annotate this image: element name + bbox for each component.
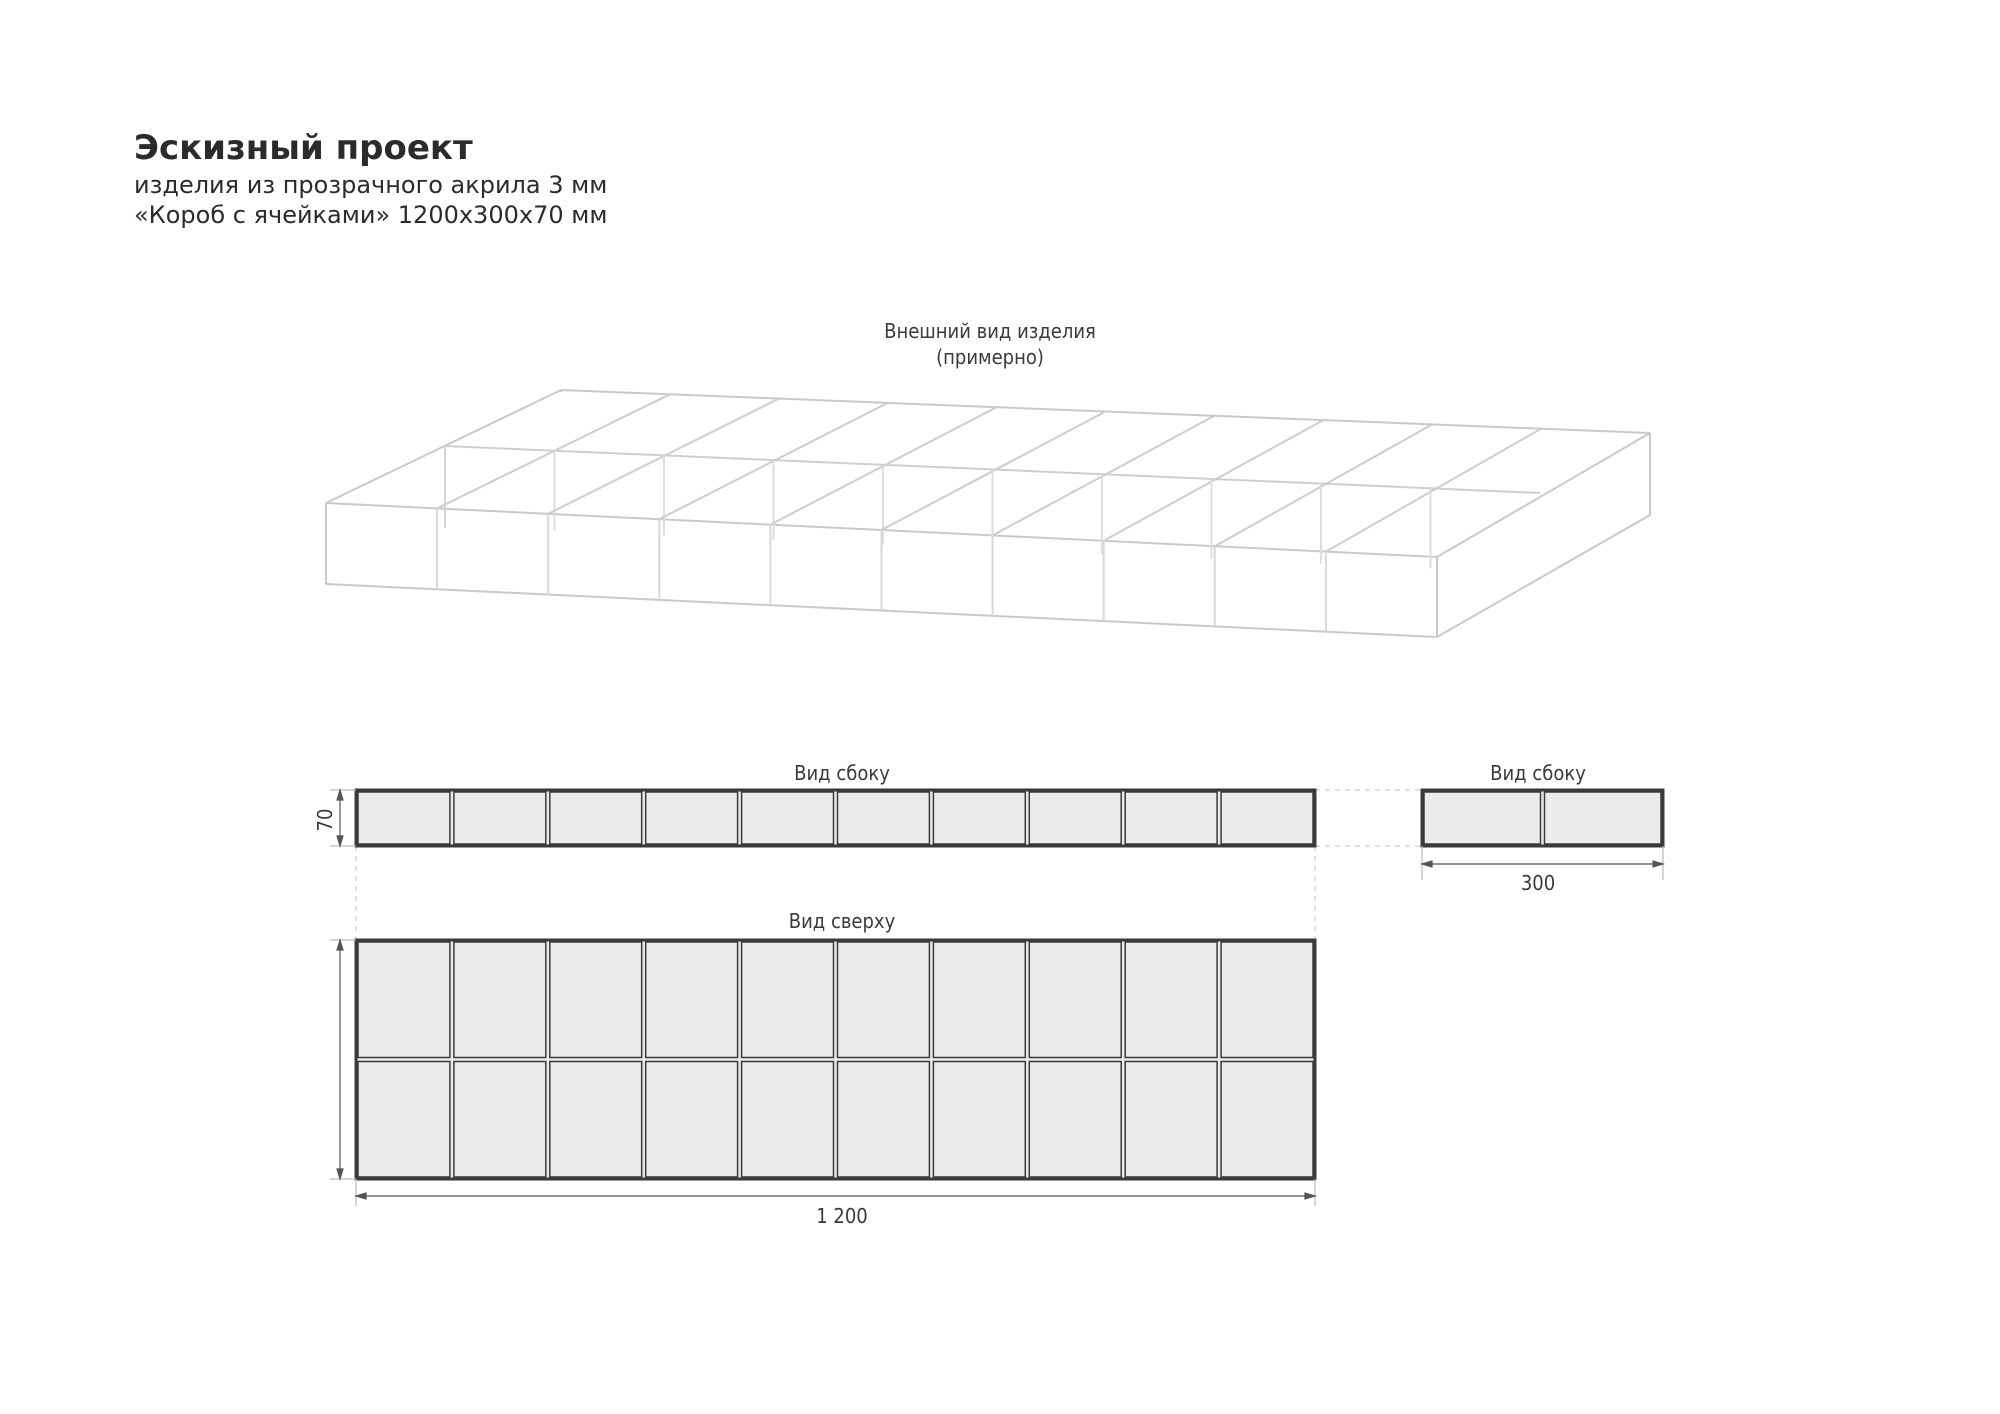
top-cell: [1221, 942, 1313, 1058]
top-cell: [742, 942, 834, 1058]
dim-width-arrow-left: [1422, 861, 1432, 867]
top-cell: [1029, 1062, 1121, 1178]
dimension-length-label: 1 200: [816, 1204, 868, 1228]
perspective-label-line1: Внешний вид изделия: [884, 319, 1096, 343]
dimension-width-label: 300: [1520, 871, 1556, 895]
side-long-cell: [742, 792, 834, 844]
side-long-cell: [550, 792, 642, 844]
dimension-height-label: 70: [313, 808, 337, 832]
side-view-long-label: Вид сбоку: [794, 761, 890, 785]
subtitle-material: изделия из прозрачного акрила 3 мм: [134, 171, 608, 199]
top-cell: [1221, 1062, 1313, 1178]
side-view-short-label: Вид сбоку: [1490, 761, 1586, 785]
side-view-long: [356, 790, 1315, 846]
side-long-cell: [1221, 792, 1313, 844]
side-long-cell: [454, 792, 546, 844]
top-cell: [454, 942, 546, 1058]
top-cell: [454, 1062, 546, 1178]
top-cell: [646, 1062, 738, 1178]
page-title: Эскизный проект: [134, 128, 473, 168]
side-long-cell: [358, 792, 450, 844]
dim-length-arrow-left: [356, 1193, 366, 1199]
top-cell: [838, 942, 930, 1058]
side-long-cell: [646, 792, 738, 844]
top-cell: [550, 942, 642, 1058]
side-long-cell: [1029, 792, 1121, 844]
dim-length-arrow-right: [1305, 1193, 1315, 1199]
dim-height-arrow-top: [337, 790, 343, 800]
top-cell: [933, 942, 1025, 1058]
top-cell: [1029, 942, 1121, 1058]
side-short-cell: [1424, 792, 1541, 844]
top-cell: [933, 1062, 1025, 1178]
dim-top-depth-arrow-top: [337, 940, 343, 950]
side-long-cell: [838, 792, 930, 844]
top-cell: [1125, 1062, 1217, 1178]
top-cell: [742, 1062, 834, 1178]
top-view: [356, 940, 1315, 1179]
side-short-cell: [1545, 792, 1662, 844]
top-cell: [838, 1062, 930, 1178]
dim-top-depth-arrow-bottom: [337, 1169, 343, 1179]
top-cell: [646, 942, 738, 1058]
subtitle-product: «Короб с ячейками» 1200x300x70 мм: [134, 201, 608, 229]
top-cell: [550, 1062, 642, 1178]
top-cell: [358, 1062, 450, 1178]
dim-width-arrow-right: [1653, 861, 1663, 867]
top-cell: [1125, 942, 1217, 1058]
side-long-cell: [933, 792, 1025, 844]
side-view-short: [1422, 790, 1663, 846]
perspective-label-line2: (примерно): [936, 345, 1044, 369]
top-cell: [358, 942, 450, 1058]
dim-height-arrow-bottom: [337, 836, 343, 846]
side-long-cell: [1125, 792, 1217, 844]
top-view-label: Вид сверху: [788, 909, 896, 933]
